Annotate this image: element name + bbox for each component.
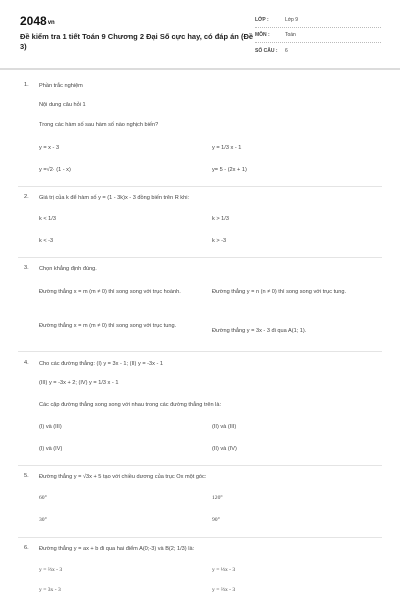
site-logo[interactable]: 2048vn	[20, 14, 55, 28]
meta-label: SỐ CÂU :	[255, 48, 278, 54]
question-text: Đường thẳng y = √3x + 5 tạo với chiều dương của trục Ox một góc:	[39, 474, 207, 480]
answer-option[interactable]: y= 5 - (2x + 1)	[212, 167, 247, 173]
answer-option[interactable]: 30°	[39, 517, 47, 523]
answer-option[interactable]: 60°	[39, 495, 47, 501]
document-title: Đề kiểm tra 1 tiết Toán 9 Chương 2 Đại Số cực hay, có đáp án (Đề 3)	[20, 32, 254, 51]
question-subtitle: Nội dung câu hỏi 1	[39, 102, 86, 108]
question-divider	[18, 257, 382, 258]
question-text-line-2: (III) y = -3x + 2; (IV) y = 1/3 x - 1	[39, 380, 119, 386]
question-number: 3.	[24, 265, 29, 271]
meta-value: Toán	[285, 32, 296, 38]
question-number: 6.	[24, 545, 29, 551]
answer-option[interactable]: Đường thẳng y = 3x - 3 đi qua A(1; 1).	[212, 328, 307, 334]
answer-option[interactable]: k > -3	[212, 238, 227, 244]
question-text: Giá trị của k để hàm số y = (1 - 3k)x - 3 đồng biến trên R khi:	[39, 195, 190, 201]
question-text: Cho các đường thẳng: (I) y = 3x - 1; (II) y = -3x - 1	[39, 361, 163, 367]
answer-option[interactable]: Đường thẳng y = n (n ≠ 0) thì song song với trục tung.	[212, 289, 347, 295]
answer-option[interactable]: k < 1/3	[39, 216, 56, 222]
answer-option[interactable]: k > 1/3	[212, 216, 229, 222]
answer-option[interactable]: y =√2· (1 - x)	[39, 167, 71, 173]
question-number: 4.	[24, 360, 29, 366]
meta-value: 6	[285, 48, 288, 54]
question-text: Đường thẳng y = ax + b đi qua hai điểm A(0;-3) và B(2; 1/3) là:	[39, 546, 195, 552]
answer-option[interactable]: y = ⅓x - 3	[212, 567, 236, 573]
question-number: 5.	[24, 473, 29, 479]
meta-divider	[255, 27, 381, 28]
answer-option[interactable]: (II) và (III)	[212, 424, 237, 430]
answer-option[interactable]: Đường thẳng x = m (m ≠ 0) thì song song với trục hoành.	[39, 289, 181, 295]
question-divider	[18, 351, 382, 352]
meta-value: Lớp 9	[285, 17, 299, 23]
answer-option[interactable]: (I) và (III)	[39, 424, 62, 430]
question-text: Chọn khẳng định đúng.	[39, 266, 97, 272]
question-divider	[18, 537, 382, 538]
answer-option[interactable]: (II) và (IV)	[212, 446, 237, 452]
answer-option[interactable]: y = x - 3	[39, 145, 60, 151]
section-title: Phần trắc nghiệm	[39, 83, 83, 89]
answer-option[interactable]: y = 3x - 3	[39, 587, 61, 593]
answer-option[interactable]: y = 1/3 x - 1	[212, 145, 242, 151]
question-number: 1.	[24, 82, 29, 88]
question-divider	[18, 186, 382, 187]
header-divider	[0, 68, 400, 70]
page-header	[0, 0, 400, 70]
answer-option[interactable]: y = ⅔x - 3	[39, 567, 63, 573]
question-divider	[18, 465, 382, 466]
meta-label: MÔN :	[255, 32, 270, 38]
answer-option[interactable]: (I) và (IV)	[39, 446, 63, 452]
answer-option[interactable]: k < -3	[39, 238, 54, 244]
question-text: Trong các hàm số sau hàm số nào nghịch biến?	[39, 122, 159, 128]
answer-option[interactable]: Đường thẳng x = m (m ≠ 0) thì song song với trục tung.	[39, 323, 177, 329]
question-number: 2.	[24, 194, 29, 200]
meta-label: LỚP :	[255, 17, 269, 23]
answer-option[interactable]: 90°	[212, 517, 220, 523]
answer-option[interactable]: 120°	[212, 495, 223, 501]
meta-divider	[255, 42, 381, 43]
answer-option[interactable]: y = ⅔x - 3	[212, 587, 236, 593]
question-text-line-3: Các cặp đường thẳng song song với nhau trong các đường thẳng trên là:	[39, 402, 222, 408]
